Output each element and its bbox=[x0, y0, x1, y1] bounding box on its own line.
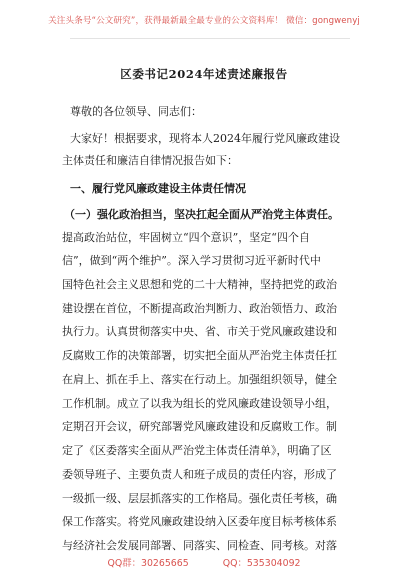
body-line: 提高政治站位，牢固树立“四个意识”，坚定“四个自 bbox=[62, 231, 310, 244]
body-line: 与经济社会发展同部署、同落实、同检查、同考核。对落 bbox=[62, 539, 337, 552]
body-line: 定了《区委落实全面从严治党主体责任清单》，明确了区 bbox=[62, 444, 332, 457]
body-line: 定期召开会议，研究部署党风廉政建设和反腐败工作。制 bbox=[62, 420, 337, 433]
body-line: 主体责任和廉洁自律情况报告如下： bbox=[62, 154, 238, 167]
body-line: 执行力。认真贯彻落实中央、省、市关于党风廉政建设和 bbox=[62, 325, 337, 338]
body-line: 信”，做到“两个维护”。深入学习贯彻习近平新时代中 bbox=[62, 254, 321, 267]
body-line: 委领导班子、主要负责人和班子成员的责任内容，形成了 bbox=[62, 468, 337, 481]
salutation: 尊敬的各位领导、同志们： bbox=[70, 105, 202, 118]
body-line: 建设摆在首位，不断提高政治判断力、政治领悟力、政治 bbox=[62, 302, 337, 315]
body-line: 保工作落实。将党风廉政建设纳入区委年度目标考核体系 bbox=[62, 515, 337, 528]
body-line: 一级抓一级、层层抓落实的工作格局。强化责任考核，确 bbox=[62, 492, 337, 505]
document-title: 区委书记2024年述责述廉报告 bbox=[120, 67, 288, 81]
footer-qq: QQ：535304092 bbox=[222, 558, 301, 569]
body-line: 反腐败工作的决策部署，切实把全面从严治党主体责任扛 bbox=[62, 349, 337, 362]
header-divider bbox=[70, 38, 350, 39]
body-line: 工作机制。成立了以我为组长的党风廉政建设领导小组， bbox=[62, 397, 337, 410]
section-heading: 一、履行党风廉政建设主体责任情况 bbox=[70, 182, 246, 195]
footer-qq-group: QQ群：30265665 bbox=[107, 558, 189, 569]
body-line: 大家好！根据要求，现将本人2024年履行党风廉政建设 bbox=[70, 132, 340, 145]
body-line: 国特色社会主义思想和党的二十大精神，坚持把党的政治 bbox=[62, 278, 337, 291]
body-line: 在肩上、抓在手上、落实在行动上。加强组织领导，健全 bbox=[62, 373, 337, 386]
footer-contact bbox=[0, 555, 408, 569]
header-banner: 关注头条号“公文研究”，获得最新最全最专业的公文资料库！ 微信：gongwenyj bbox=[48, 16, 360, 26]
subsection-heading: （一）强化政治担当，坚决扛起全面从严治党主体责任。 bbox=[64, 208, 339, 221]
